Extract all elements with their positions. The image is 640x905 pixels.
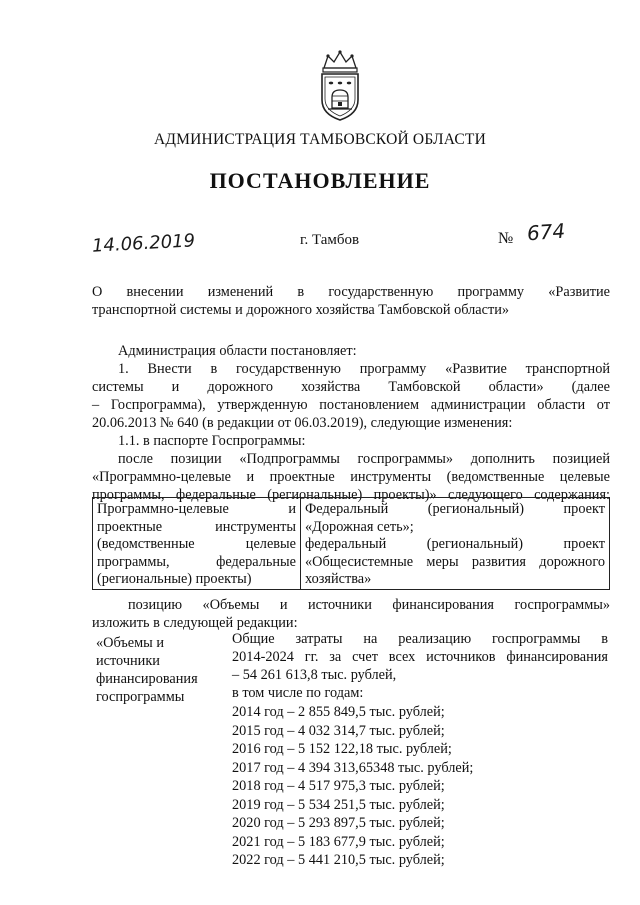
paragraph-line: «Программно-целевые и проектные инструменты (ведомственные целевые: [92, 469, 610, 485]
funding-line: 2014-2024 гг. за счет всех источников финансирования: [232, 649, 608, 665]
funding-year-item: 2020 год – 5 293 897,5 тыс. рублей;: [232, 815, 445, 831]
funding-year-item: 2022 год – 5 441 210,5 тыс. рублей;: [232, 852, 445, 868]
document-date: 14.06.2019: [91, 230, 196, 257]
funding-by-year-list: [232, 703, 473, 870]
funding-year-item: 2017 год – 4 394 313,65348 тыс. рублей;: [232, 759, 474, 776]
document-number: 674: [526, 218, 566, 246]
document-city: г. Тамбов: [300, 232, 360, 248]
number-label: №: [498, 230, 514, 247]
funding-intro: [232, 630, 608, 702]
paragraph-line: изложить в следующей редакции:: [92, 615, 298, 631]
funding-label-line: «Объемы и: [96, 635, 165, 651]
paragraph-line: программы, федеральные (региональные) проекты)» следующего содержания:: [92, 487, 610, 503]
paragraph-line: позицию «Объемы и источники финансирования госпрограммы»: [128, 597, 610, 613]
document-subject: [92, 283, 610, 319]
table-cell-line: (ведомственные целевые: [97, 536, 296, 552]
funding-line: – 54 261 613,8 тыс. рублей,: [232, 667, 397, 683]
table-cell-line: программы, федеральные: [97, 553, 296, 570]
funding-line: Общие затраты на реализацию госпрограммы в: [232, 631, 608, 647]
table-cell-line: «Дорожная сеть»;: [305, 518, 414, 535]
funding-label-line: источники: [96, 653, 160, 669]
coat-of-arms-icon: [318, 50, 362, 122]
instruments-table-value-cell: [301, 498, 609, 589]
paragraph-1-1: 1.1. в паспорте Госпрограммы:: [118, 433, 306, 449]
resolution-intro: Администрация области постановляет:: [118, 343, 357, 359]
paragraph-after-table: [92, 596, 610, 632]
table-cell-line: Федеральный (региональный) проект: [305, 501, 605, 517]
funding-label-line: госпрограммы: [96, 689, 185, 705]
funding-year-item: 2014 год – 2 855 849,5 тыс. рублей;: [232, 704, 445, 720]
paragraph-line: 20.06.2013 № 640 (в редакции от 06.03.2019), следующие изменения:: [92, 415, 513, 431]
funding-line: в том числе по годам:: [232, 685, 364, 701]
instruments-table: [92, 497, 610, 590]
funding-year-item: 2015 год – 4 032 314,7 тыс. рублей;: [232, 722, 445, 739]
paragraph-line: после позиции «Подпрограммы госпрограммы» дополнить позицией: [118, 451, 610, 467]
table-cell-line: федеральный (региональный) проект: [305, 536, 605, 552]
instruments-table-label-cell: [93, 498, 301, 589]
funding-year-item: 2018 год – 4 517 975,3 тыс. рублей;: [232, 778, 445, 794]
paragraph-line: 1. Внести в государственную программу «Развитие транспортной: [118, 361, 610, 377]
paragraph-1: [92, 360, 610, 432]
table-cell-line: «Общесистемные меры развития дорожного: [305, 553, 605, 570]
paragraph-2: [92, 450, 610, 504]
subject-line: О внесении изменений в государственную программу «Развитие: [92, 284, 610, 300]
funding-label-line: финансирования: [96, 671, 198, 687]
funding-label: [96, 634, 221, 706]
organization-title: АДМИНИСТРАЦИЯ ТАМБОВСКОЙ ОБЛАСТИ: [154, 131, 486, 148]
funding-year-item: 2021 год – 5 183 677,9 тыс. рублей;: [232, 833, 445, 850]
table-cell-line: хозяйства»: [305, 571, 372, 587]
table-cell-line: проектные инструменты: [97, 518, 296, 535]
document-type-title: ПОСТАНОВЛЕНИЕ: [209, 168, 431, 193]
table-cell-line: Программно-целевые и: [97, 501, 296, 517]
funding-year-item: 2016 год – 5 152 122,18 тыс. рублей;: [232, 741, 452, 757]
table-cell-line: (региональные) проекты): [97, 571, 252, 587]
funding-year-item: 2019 год – 5 534 251,5 тыс. рублей;: [232, 796, 445, 813]
paragraph-line: системы и дорожного хозяйства Тамбовской области» (далее: [92, 379, 610, 395]
subject-line: транспортной системы и дорожного хозяйства Тамбовской области»: [92, 302, 510, 318]
paragraph-line: – Госпрограмма), утвержденную постановлением администрации области от: [92, 397, 610, 413]
